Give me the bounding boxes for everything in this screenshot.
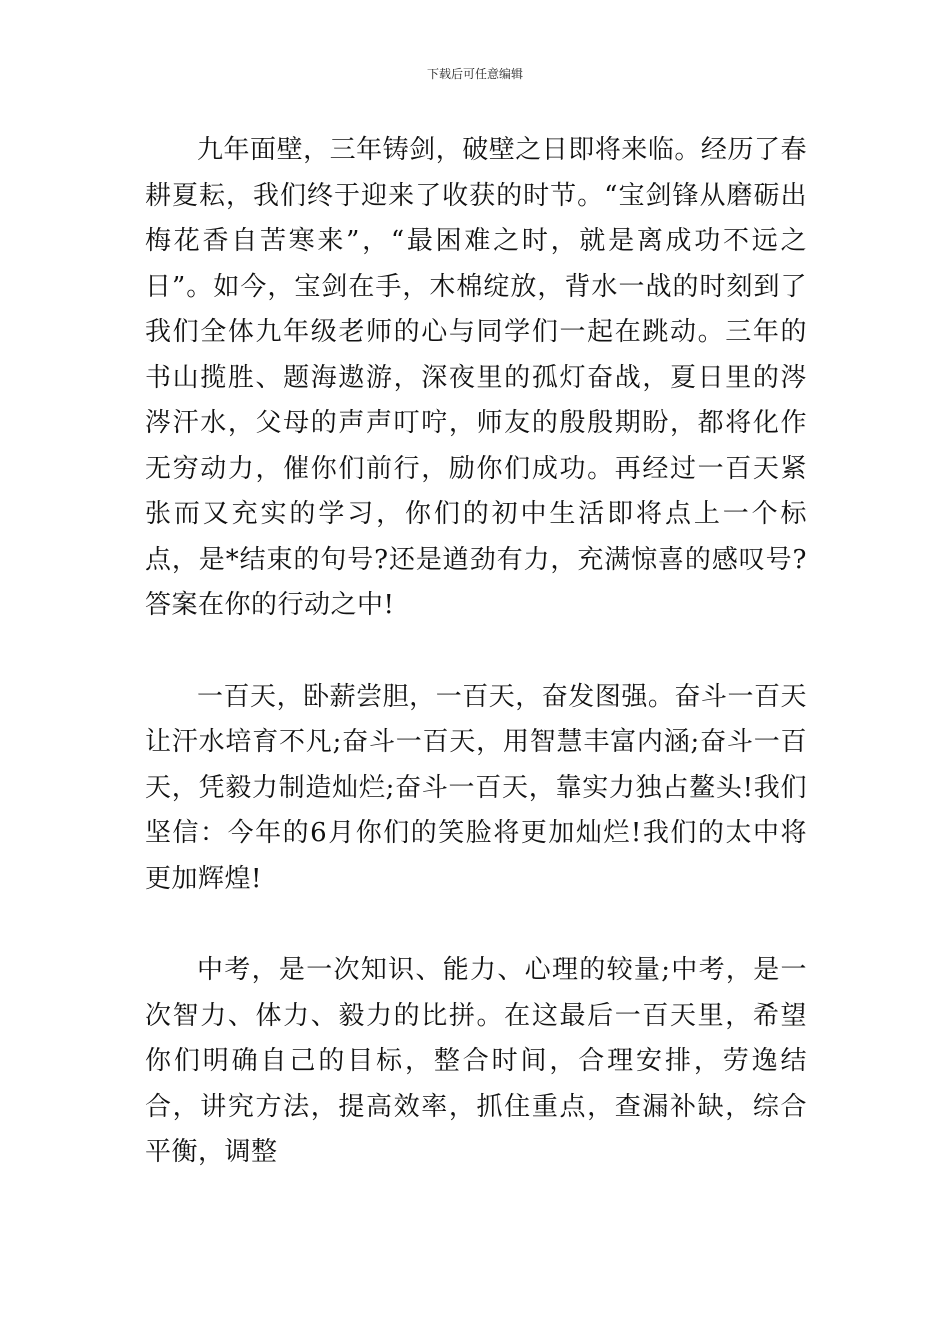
paragraph-2: 一百天，卧薪尝胆，一百天，奋发图强。奋斗一百天让汗水培育不凡;奋斗一百天，用智慧丰富内涵;奋斗一百天，凭毅力制造灿烂;奋斗一百天，靠实力独占鳌头!我们坚信：今年的6月你们的笑脸将更加灿烂!我们的太中将更加辉煌! [145,681,807,894]
paragraph-3: 中考，是一次知识、能力、心理的较量;中考，是一次智力、体力、毅力的比拼。在这最后一百天里，希望你们明确自己的目标，整合时间，合理安排，劳逸结合，讲究方法，提高效率，抓住重点，查漏补缺，综合平衡，调整 [145,955,807,1167]
paragraph-1: 九年面壁，三年铸剑，破壁之日即将来临。经历了春耕夏耘，我们终于迎来了收获的时节。“宝剑锋从磨砺出梅花香自苦寒来”，“最困难之时，就是离成功不远之日”。如今，宝剑在手，木棉绽放，背水一战的时刻到了我们全体九年级老师的心与同学们一起在跳动。三年的书山揽胜、题海遨游，深夜里的孤灯奋战，夏日里的涔涔汗水，父母的声声叮咛，师友的殷殷期盼，都将化作无穷动力，催你们前行，励你们成功。再经过一百天紧张而又充实的学习，你们的初中生活即将点上一个标点，是*结束的句号?还是遒劲有力，充满惊喜的感叹号?答案在你的行动之中! [145,135,807,620]
page-header: 下载后可任意编辑 [426,67,523,81]
document-body [145,128,807,1176]
